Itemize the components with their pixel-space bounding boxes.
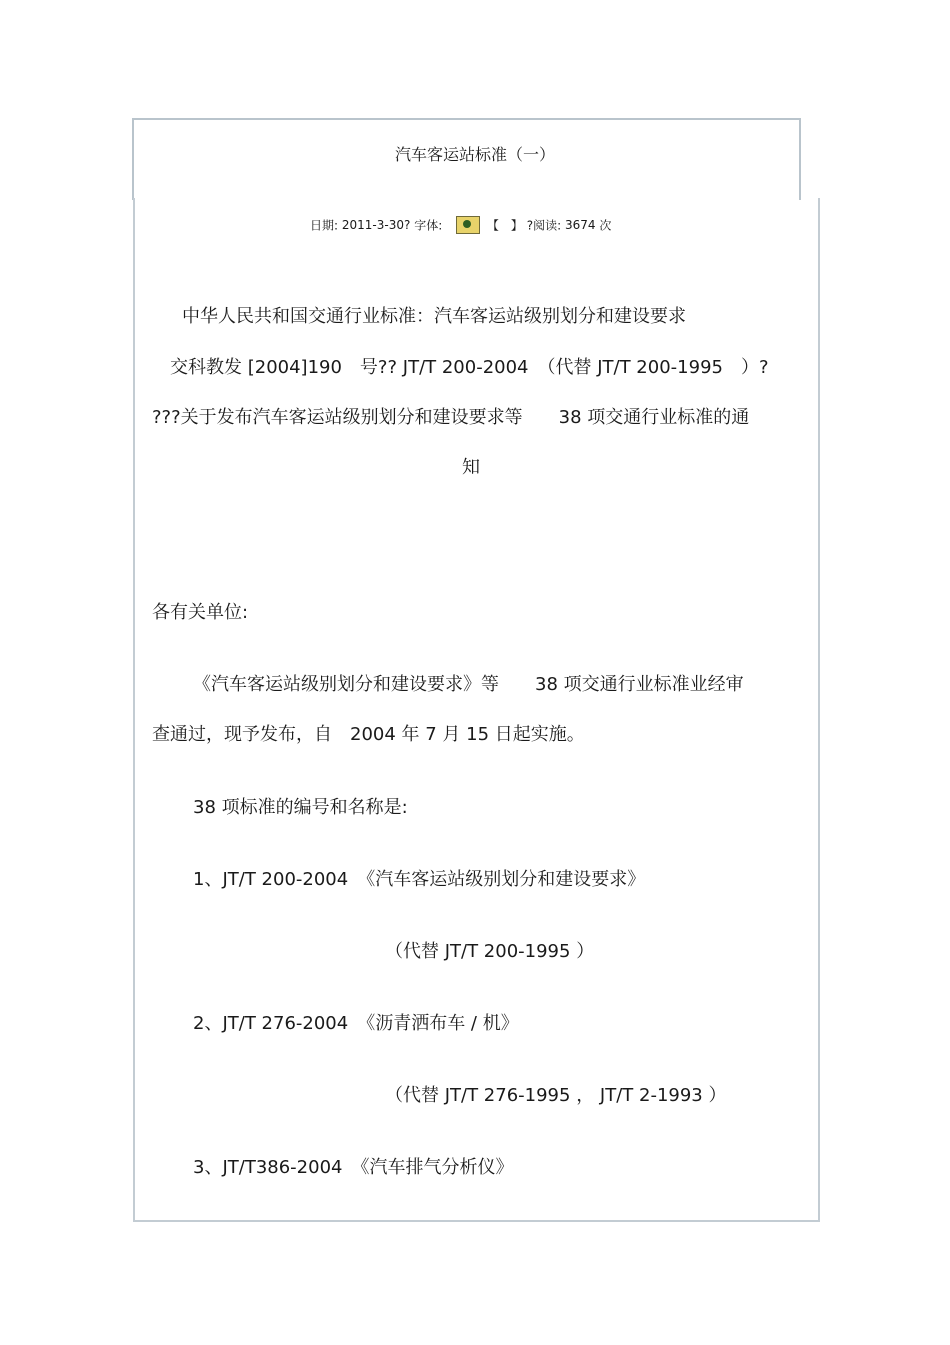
date-value: 2011-3-30? <box>341 218 411 232</box>
heading-line-2: 交科教发 [2004]190 号?? JT/T 200-2004 （代替 JT/T 200-1995 ）? <box>170 357 769 378</box>
list-item: 1、JT/T 200-2004 《汽车客运站级别划分和建设要求》 <box>193 869 646 890</box>
paragraph-1-line-2: 查通过，现予发布，自 2004 年 7 月 15 日起实施。 <box>152 724 585 745</box>
page-title: 汽车客运站标准（一） <box>394 145 555 164</box>
read-unit: 次 <box>599 218 612 233</box>
font-label: 字体: <box>414 218 443 233</box>
content-frame <box>133 198 820 1222</box>
list-intro: 38 项标准的编号和名称是: <box>193 797 408 818</box>
date-label: 日期: <box>310 218 339 233</box>
heading-line-3: ???关于发布汽车客运站级别划分和建设要求等 38 项交通行业标准的通 <box>152 407 750 428</box>
heading-line-4: 知 <box>462 457 480 478</box>
font-size-brackets[interactable]: 【 】 <box>486 218 523 233</box>
paragraph-1-line-1: 《汽车客运站级别划分和建设要求》等 38 项交通行业标准业经审 <box>193 674 744 695</box>
read-count: 3674 <box>564 218 596 232</box>
article-meta <box>310 216 611 234</box>
salutation: 各有关单位: <box>152 602 249 623</box>
list-item-replace-note: （代替 JT/T 276-1995 ， JT/T 2-1993 ） <box>385 1085 727 1106</box>
font-size-icon[interactable] <box>456 216 480 234</box>
list-item: 3、JT/T386-2004 《汽车排气分析仪》 <box>193 1157 514 1178</box>
heading-line-1: 中华人民共和国交通行业标准：汽车客运站级别划分和建设要求 <box>182 306 686 327</box>
list-item: 2、JT/T 276-2004 《沥青洒布车 / 机》 <box>193 1013 519 1034</box>
list-item-replace-note: （代替 JT/T 200-1995 ） <box>385 941 595 962</box>
read-label: ?阅读: <box>526 218 562 233</box>
